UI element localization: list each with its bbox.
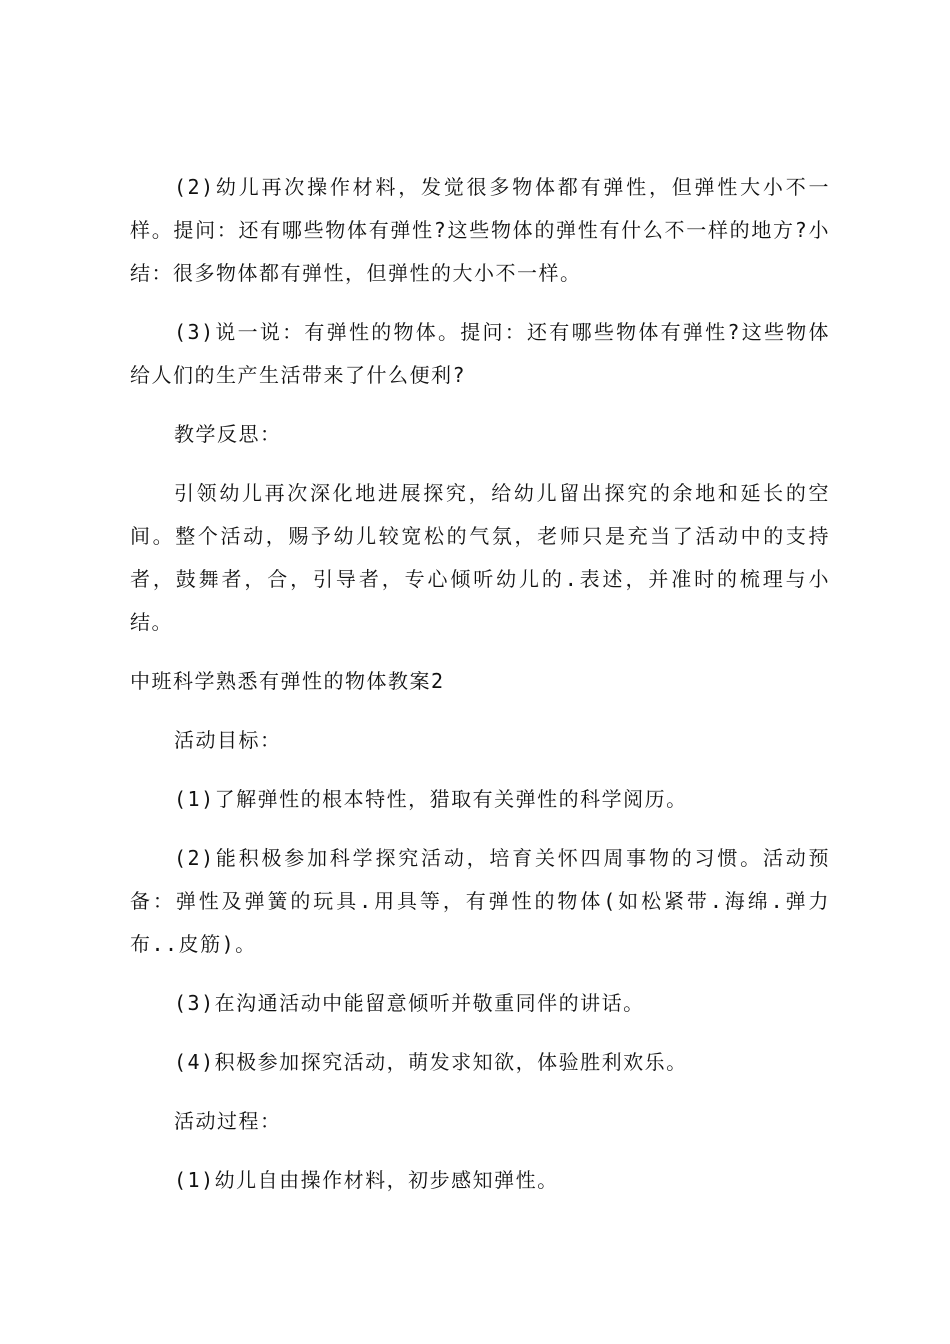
document-body: [130, 166, 830, 1218]
paragraph-goal-3: (3)在沟通活动中能留意倾听并敬重同伴的讲话。: [174, 991, 645, 1015]
section-title: 中班科学熟悉有弹性的物体教案2: [130, 669, 445, 693]
paragraph-step-3: (3)说一说：有弹性的物体。提问：还有哪些物体有弹性?这些物体给人们的生产生活带来了什么便利?: [130, 320, 830, 387]
paragraph-process-label: 活动过程：: [174, 1109, 282, 1133]
paragraph-goal-1: (1)了解弹性的根本特性，猎取有关弹性的科学阅历。: [174, 787, 688, 811]
paragraph-reflection-label: 教学反思：: [174, 422, 282, 446]
paragraph-goals-label: 活动目标：: [174, 728, 282, 752]
paragraph-goal-4: (4)积极参加探究活动，萌发求知欲，体验胜利欢乐。: [174, 1050, 688, 1074]
paragraph-goal-2: (2)能积极参加科学探究活动，培育关怀四周事物的习惯。活动预备：弹性及弹簧的玩具.用具等，有弹性的物体(如松紧带.海绵.弹力布..皮筋)。: [130, 846, 830, 956]
paragraph-reflection-body: 引领幼儿再次深化地进展探究，给幼儿留出探究的余地和延长的空间。整个活动，赐予幼儿较宽松的气氛，老师只是充当了活动中的支持者，鼓舞者，合，引导者，专心倾听幼儿的.表述，并准时的梳理与小结。: [130, 481, 830, 634]
paragraph-process-step-1: (1)幼儿自由操作材料，初步感知弹性。: [174, 1168, 559, 1192]
paragraph-step-2: (2)幼儿再次操作材料，发觉很多物体都有弹性，但弹性大小不一样。提问：还有哪些物体有弹性?这些物体的弹性有什么不一样的地方?小结：很多物体都有弹性，但弹性的大小不一样。: [130, 175, 830, 285]
